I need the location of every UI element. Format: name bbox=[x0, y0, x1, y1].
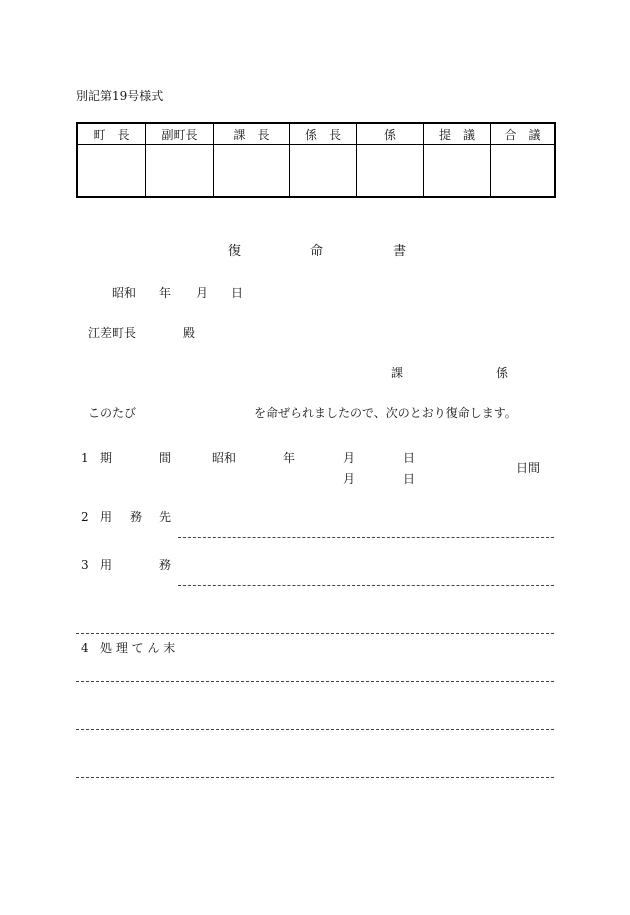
stamp-cell-proposal[interactable] bbox=[424, 145, 491, 198]
item-3-label-char-2: 務 bbox=[159, 558, 172, 572]
period-end-day: 日 bbox=[403, 472, 416, 486]
stamp-cell-mayor[interactable] bbox=[77, 145, 146, 198]
stamp-cell-deputy-mayor[interactable] bbox=[146, 145, 214, 198]
addressee-honorific: 殿 bbox=[183, 326, 196, 340]
approval-stamp-table bbox=[76, 122, 556, 198]
approval-header-section-chief: 課 長 bbox=[214, 123, 290, 145]
item-3-label-char-1: 用 bbox=[100, 558, 113, 572]
period-era: 昭和 bbox=[212, 451, 237, 465]
item-2-label-char-3: 先 bbox=[159, 510, 172, 524]
stamp-cell-consultation[interactable] bbox=[491, 145, 556, 198]
period-start-month: 月 bbox=[343, 451, 356, 465]
date-month: 月 bbox=[196, 286, 209, 300]
date-day: 日 bbox=[231, 286, 244, 300]
outcome-write-line-3[interactable] bbox=[76, 777, 554, 778]
outcome-write-line-1[interactable] bbox=[76, 681, 554, 682]
business-write-line-2[interactable] bbox=[76, 633, 554, 634]
item-1-label-char-1: 期 bbox=[100, 451, 113, 465]
approval-header-unit-chief: 係 長 bbox=[290, 123, 357, 145]
period-year: 年 bbox=[283, 451, 296, 465]
stamp-cell-section-chief[interactable] bbox=[214, 145, 290, 198]
item-2-label-char-1: 用 bbox=[100, 510, 113, 524]
intro-lead: このたび bbox=[88, 406, 137, 420]
title-char-2: 命 bbox=[310, 244, 324, 259]
item-2-number: 2 bbox=[81, 510, 89, 524]
business-write-line-1[interactable] bbox=[178, 585, 554, 586]
department-section: 課 bbox=[391, 366, 404, 380]
stamp-cell-staff[interactable] bbox=[357, 145, 424, 198]
item-1-number: 1 bbox=[81, 451, 89, 465]
item-2-label-char-2: 務 bbox=[130, 510, 143, 524]
approval-header-deputy-mayor: 副町長 bbox=[146, 123, 214, 145]
title-char-3: 書 bbox=[393, 244, 407, 259]
approval-header-staff: 係 bbox=[357, 123, 424, 145]
title-char-1: 復 bbox=[228, 244, 242, 259]
intro-tail: を命ぜられましたので、次のとおり復命します。 bbox=[254, 406, 517, 420]
form-id: 別記第19号様式 bbox=[76, 89, 164, 103]
period-start-day: 日 bbox=[403, 451, 416, 465]
date-era: 昭和 bbox=[112, 286, 137, 300]
period-end-month: 月 bbox=[343, 472, 356, 486]
item-1-label-char-2: 間 bbox=[159, 451, 172, 465]
period-days-label: 日間 bbox=[516, 461, 541, 475]
addressee-name: 江差町長 bbox=[88, 326, 137, 340]
approval-header-proposal: 提 議 bbox=[424, 123, 491, 145]
outcome-write-line-2[interactable] bbox=[76, 729, 554, 730]
stamp-cell-unit-chief[interactable] bbox=[290, 145, 357, 198]
department-unit: 係 bbox=[496, 366, 509, 380]
approval-header-mayor: 町 長 bbox=[77, 123, 146, 145]
item-3-number: 3 bbox=[81, 558, 89, 572]
date-year: 年 bbox=[159, 286, 172, 300]
destination-write-line[interactable] bbox=[178, 537, 554, 538]
item-4-label: 処 理 て ん 末 bbox=[100, 641, 176, 655]
item-4-number: 4 bbox=[81, 641, 89, 655]
approval-header-consultation: 合 議 bbox=[491, 123, 556, 145]
